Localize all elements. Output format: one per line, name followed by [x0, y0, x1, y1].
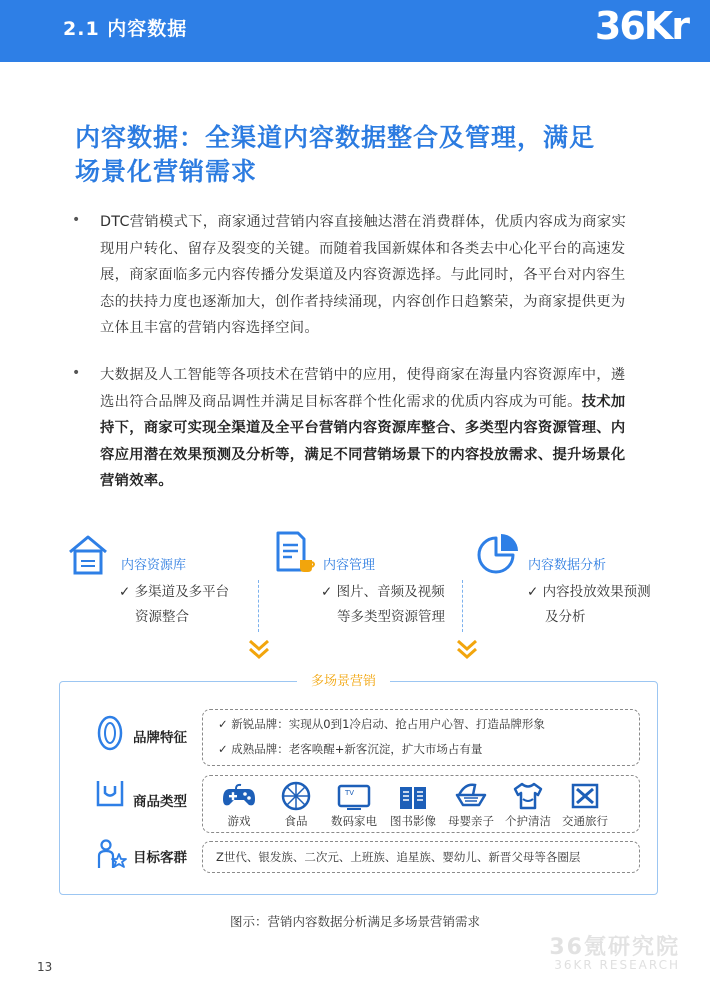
product-label: 商品类型 [133, 794, 187, 810]
house-icon [66, 532, 110, 576]
product-item-label: 个护清洁 [505, 814, 551, 828]
stroller-icon [453, 781, 489, 811]
pillar-title-analysis: 内容数据分析 [528, 558, 607, 573]
book-icon [398, 783, 428, 811]
scene-title: 多场景营销 [311, 674, 377, 689]
page-heading-line2: 场景化营销需求 [75, 157, 258, 186]
people-icon [96, 838, 128, 870]
product-item-label: 食品 [284, 814, 308, 828]
chevron-down-icon [456, 638, 478, 660]
logo-36kr: 36Kr [594, 4, 688, 48]
ticket-icon [570, 782, 600, 810]
bullet-dot: • [72, 365, 81, 381]
pillar-title-management: 内容管理 [323, 558, 376, 573]
scene-title-wrap [297, 670, 390, 689]
product-item-label: 游戏 [227, 814, 251, 828]
pillar-desc-resource-2: 资源整合 [135, 609, 189, 625]
bullet-text-plain: 大数据及人工智能等各项技术在营销中的应用，使得商家在海量内容资源库中，遴选出符合品牌及商品调性并满足目标客群个性化需求的优质内容成为可能。 [100, 367, 626, 410]
bullet-paragraph-2 [100, 362, 640, 495]
box-icon [95, 778, 125, 808]
brand-label: 品牌特征 [133, 730, 187, 746]
gamepad-icon [222, 783, 256, 809]
product-item-label: 交通旅行 [562, 814, 608, 828]
pillar-desc-management-2: 等多类型资源管理 [337, 609, 445, 625]
svg-text:TV: TV [345, 789, 355, 797]
shirt-icon [512, 781, 544, 811]
chevron-down-icon [248, 638, 270, 660]
bullet-text-bold: 技术加持下，商家可实现全渠道及全平台营销内容资源库整合、多类型内容资源管理、内容应用潜在效果预测及分析等，满足不同营销场景下的内容投放需求、提升场景化营销效率。 [100, 393, 626, 490]
pillar-desc-resource-1: ✓ 多渠道及多平台 [119, 584, 230, 600]
page-number: 13 [37, 960, 53, 974]
brand-item-new: ✓ 新锐品牌：实现从0到1冷启动、抢占用户心智、打造品牌形象 [218, 717, 545, 731]
figure-caption: 图示：营销内容数据分析满足多场景营销需求 [229, 914, 480, 929]
audience-label: 目标客群 [133, 850, 187, 866]
document-cup-icon [272, 530, 316, 574]
pillar-desc-analysis-1: ✓ 内容投放效果预测 [527, 584, 651, 600]
pillar-desc-management-1: ✓ 图片、音频及视频 [321, 584, 445, 600]
pillar-desc-analysis-2: 及分析 [545, 609, 586, 625]
brand-oval-icon [96, 714, 124, 752]
bullet-dot: • [72, 212, 81, 228]
section-title: 2.1 内容数据 [63, 18, 188, 40]
divider-dashed [462, 580, 463, 632]
watermark-en: 36KR RESEARCH [554, 958, 680, 972]
pizza-icon [281, 781, 311, 811]
watermark-cn: 36氪研究院 [549, 935, 680, 960]
tv-icon [337, 784, 371, 810]
brand-item-mature: ✓ 成熟品牌：老客唤醒+新客沉淀，扩大市场占有量 [218, 742, 483, 756]
pillar-title-resource: 内容资源库 [121, 558, 187, 573]
pie-chart-icon [476, 532, 520, 576]
product-item-label: 数码家电 [331, 814, 377, 828]
page-heading-line1: 内容数据：全渠道内容数据整合及管理，满足 [75, 123, 596, 152]
audience-text: Z世代、银发族、二次元、上班族、追星族、婴幼儿、新晋父母等各圈层 [216, 850, 581, 864]
bullet-paragraph-1: DTC营销模式下，商家通过营销内容直接触达潜在消费群体，优质内容成为商家实现用户转化、留存及裂变的关键。而随着我国新媒体和各类去中心化平台的高速发展，商家面临多元内容传播分发渠道及内容资源选择。与此同时，各平台对内容生态的扶持力度也逐渐加大，创作者持续涌现，内容创作日趋繁荣，为商家提供更为立体且丰富的营销内容选择空间。 [100, 214, 627, 337]
divider-dashed [258, 580, 259, 632]
product-item-label: 图书影像 [390, 814, 436, 828]
product-item-label: 母婴亲子 [448, 814, 494, 828]
